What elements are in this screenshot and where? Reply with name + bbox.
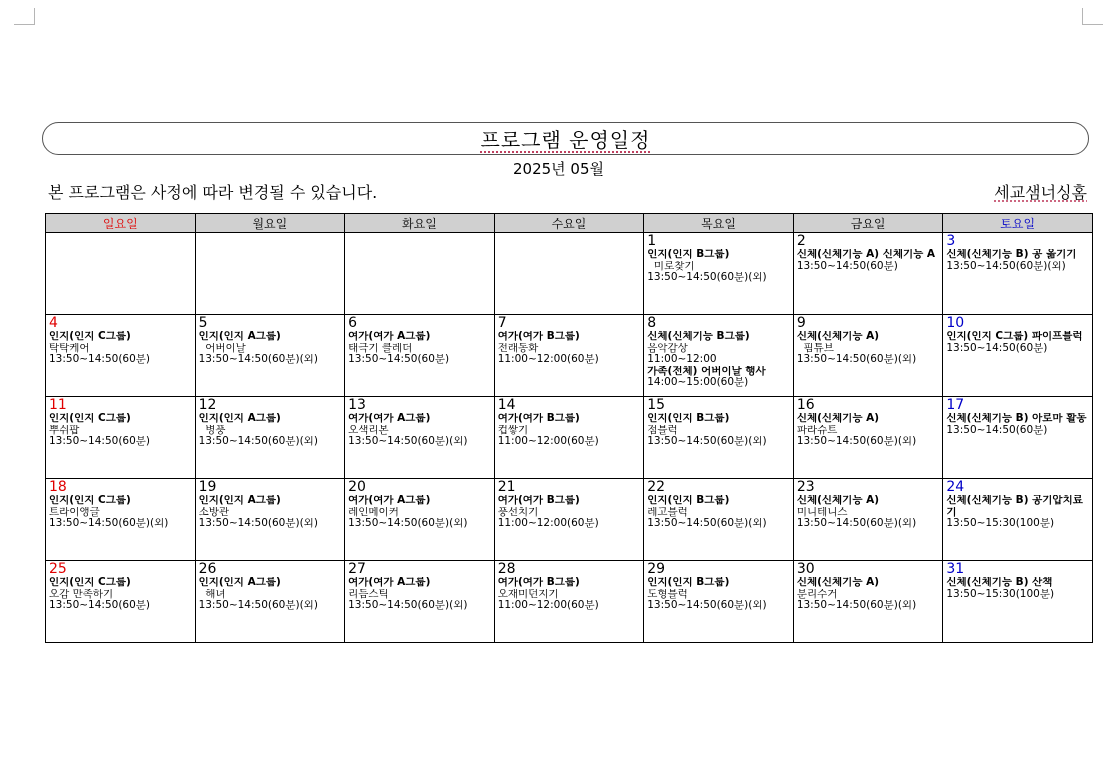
program-detail: 13:50~14:50(60분)(외) [348,436,468,447]
calendar-day-cell [793,233,943,315]
calendar-day-cell [345,479,495,561]
calendar-week-row [46,479,1093,561]
calendar-day-cell [793,479,943,561]
day-number: 9 [796,315,806,331]
program-name: 인지(인지 C그룹) [49,577,131,588]
program-detail: 13:50~14:50(60분)(외) [198,600,318,611]
calendar-day-cell [644,479,794,561]
program-detail: 병풍 [198,424,226,436]
program-detail: 풍선치기 [497,506,539,518]
program-detail: 13:50~14:50(60분)(외) [198,436,318,447]
day-number: 2 [796,233,806,249]
day-number: 19 [198,479,217,495]
program-detail: 파라슈트 [796,424,838,436]
calendar-day-cell [345,397,495,479]
calendar-day-cell [494,561,644,643]
weekday-header-row [46,214,1093,233]
program-detail: 레인메이커 [348,506,399,518]
day-number: 24 [946,479,965,495]
day-number: 18 [49,479,67,495]
crop-mark-top-left [14,8,35,25]
program-detail: 미니테니스 [796,506,848,518]
calendar-day-cell [195,397,345,479]
day-number: 20 [348,479,366,495]
program-detail: 탁탁케어 [49,342,90,354]
program-name: 신체(신체기능 B) 공 옮기기 [946,249,1077,260]
program-name: 인지(인지 B그룹) [647,249,730,260]
program-name: 인지(인지 A그룹) [198,577,281,588]
day-number: 17 [946,397,965,413]
program-detail: 미로찾기 [647,260,695,272]
calendar-day-cell [195,479,345,561]
day-number: 23 [796,479,815,495]
day-number: 11 [49,397,67,413]
day-number: 13 [348,397,366,413]
program-detail: 14:00~15:00(60분) [647,377,749,388]
program-detail: 13:50~14:50(60분) [946,424,1048,436]
program-name: 여가(여가 A그룹) [348,413,431,424]
program-detail: 음악감상 [647,342,688,354]
program-detail: 13:50~14:50(60분) [796,260,898,272]
program-detail: 컵쌓기 [497,424,529,436]
weekday-header-monday: 월요일 [195,214,345,233]
program-name: 신체(신체기능 A) [796,495,880,506]
weekday-header-sunday: 일요일 [46,214,196,233]
program-detail: 도형블럭 [647,588,688,600]
day-number: 31 [946,561,965,577]
program-name: 여가(여가 A그룹) [348,331,431,342]
calendar-body [46,233,1093,643]
program-detail: 13:50~14:50(60분)(외) [348,600,468,611]
day-number: 14 [497,397,516,413]
program-name: 신체(신체기능 B) 산책 [946,577,1053,588]
program-detail: 13:50~14:50(60분) [348,354,450,365]
program-name: 신체(신체기능 B) 아로마 활동 [946,413,1087,424]
calendar-day-cell [494,233,644,315]
program-detail: 13:50~14:50(60분)(외) [796,354,917,365]
calendar-day-cell [345,233,495,315]
program-name: 인지(인지 B그룹) [647,413,730,424]
day-number: 21 [497,479,516,495]
day-number: 16 [796,397,815,413]
program-detail: 13:50~14:50(60분)(외) [796,436,917,447]
calendar-day-cell [46,479,196,561]
program-detail: 13:50~14:50(60분) [49,600,151,611]
calendar-day-cell [195,315,345,397]
page-title: 프로그램 운영일정 [480,128,651,152]
program-detail: 레고블럭 [647,506,688,518]
weekday-header-tuesday: 화요일 [345,214,495,233]
weekday-header-wednesday: 수요일 [494,214,644,233]
day-number: 26 [198,561,217,577]
schedule-month: 2025년 05월 [512,160,604,178]
program-name: 기 [946,506,957,518]
program-detail: 13:50~14:50(60분)(외) [796,600,917,611]
program-detail: 13:50~14:50(60분)(외) [49,518,169,529]
crop-mark-top-right [1082,8,1103,25]
program-detail: 13:50~14:50(60분) [49,354,151,365]
program-detail: 리듬스틱 [348,588,389,600]
program-detail: 어버이날 [198,342,246,354]
program-name: 여가(여가 B그룹) [497,331,580,342]
day-number: 29 [647,561,666,577]
calendar-day-cell [46,397,196,479]
program-detail: 트라이앵글 [49,506,100,518]
calendar-day-cell [494,479,644,561]
calendar-day-cell [195,561,345,643]
calendar-day-cell [644,233,794,315]
program-name: 여가(여가 A그룹) [348,495,431,506]
program-name: 가족(전체) 어버이날 행사 [647,365,766,377]
program-name: 신체(신체기능 B) 공기압치료 [946,495,1083,506]
day-number: 15 [647,397,666,413]
day-number: 30 [796,561,815,577]
calendar-day-cell [494,397,644,479]
calendar-day-cell [943,397,1093,479]
program-detail: 13:50~14:50(60분)(외) [348,518,468,529]
calendar-day-cell [345,561,495,643]
program-detail: 뿌쉬팝 [49,424,80,436]
calendar-day-cell [943,479,1093,561]
day-number: 7 [497,315,507,331]
program-name: 인지(인지 C그룹) 파이프블럭 [946,331,1083,342]
calendar-day-cell [943,315,1093,397]
program-detail: 13:50~14:50(60분)(외) [198,354,318,365]
program-detail: 13:50~15:30(100분) [946,518,1055,529]
calendar-day-cell [644,397,794,479]
program-name: 인지(인지 A그룹) [198,413,281,424]
calendar-week-row [46,233,1093,315]
program-name: 여가(여가 A그룹) [348,577,431,588]
day-number: 5 [198,315,208,331]
program-detail: 13:50~15:30(100분) [946,588,1055,600]
calendar-week-row [46,561,1093,643]
program-name: 여가(여가 B그룹) [497,495,580,506]
program-detail: 11:00~12:00 [647,354,717,365]
program-detail: 해녀 [198,588,226,600]
calendar-day-cell [793,397,943,479]
calendar-day-cell [943,233,1093,315]
program-name: 인지(인지 C그룹) [49,413,131,424]
day-number: 12 [198,397,217,413]
program-detail: 13:50~14:50(60분)(외) [647,600,767,611]
program-name: 인지(인지 C그룹) [49,495,131,506]
organization-name: 세교샘너싱홈 [994,183,1087,202]
program-detail: 전래동화 [497,342,539,354]
calendar-week-row [46,397,1093,479]
day-number: 3 [946,233,956,249]
day-number: 28 [497,561,516,577]
calendar-day-cell [793,561,943,643]
calendar-day-cell [644,315,794,397]
program-name: 인지(인지 A그룹) [198,495,281,506]
calendar-table [45,213,1093,643]
program-detail: 태극기 클레더 [348,342,413,354]
program-name: 여가(여가 B그룹) [497,577,580,588]
program-name: 인지(인지 A그룹) [198,331,281,342]
program-name: 신체(신체기능 B그룹) [647,331,750,342]
calendar-day-cell [494,315,644,397]
program-detail: 13:50~14:50(60분)(외) [796,518,917,529]
program-detail: 핌튜브 [796,342,834,354]
calendar-day-cell [345,315,495,397]
title-box [42,122,1089,155]
calendar-day-cell [195,233,345,315]
day-number: 27 [348,561,366,577]
calendar-day-cell [644,561,794,643]
program-detail: 소방관 [198,506,229,518]
program-detail: 13:50~14:50(60분)(외) [647,436,767,447]
program-name: 인지(인지 B그룹) [647,495,730,506]
weekday-header-friday: 금요일 [793,214,943,233]
day-number: 25 [49,561,67,577]
program-detail: 13:50~14:50(60분) [49,436,151,447]
day-number: 6 [348,315,358,331]
calendar-day-cell [46,233,196,315]
program-detail: 13:50~14:50(60분)(외) [647,272,767,283]
day-number: 22 [647,479,666,495]
program-name: 신체(신체기능 A) [796,577,880,588]
program-detail: 13:50~14:50(60분)(외) [946,260,1066,272]
calendar-week-row [46,315,1093,397]
program-detail: 13:50~14:50(60분) [946,342,1048,354]
program-detail: 오재미던지기 [497,588,559,600]
day-number: 8 [647,315,657,331]
change-notice: 본 프로그램은 사정에 따라 변경될 수 있습니다. [48,183,378,202]
program-name: 신체(신체기능 A) [796,331,880,342]
calendar-day-cell [46,561,196,643]
program-detail: 13:50~14:50(60분)(외) [647,518,767,529]
day-number: 10 [946,315,965,331]
program-detail: 13:50~14:50(60분)(외) [198,518,318,529]
day-number: 4 [49,315,58,331]
calendar-day-cell [793,315,943,397]
program-detail: 점블럭 [647,424,678,436]
program-name: 인지(인지 C그룹) [49,331,131,342]
program-detail: 오색리본 [348,424,389,436]
program-name: 신체(신체기능 A) [796,413,880,424]
program-detail: 11:00~12:00(60분) [497,436,599,447]
program-name: 여가(여가 B그룹) [497,413,580,424]
day-number: 1 [647,233,657,249]
program-detail: 11:00~12:00(60분) [497,354,599,365]
program-detail: 11:00~12:00(60분) [497,600,599,611]
calendar-day-cell [46,315,196,397]
calendar-day-cell [943,561,1093,643]
program-name: 신체(신체기능 A) 신체기능 A [796,249,936,260]
weekday-header-saturday: 토요일 [943,214,1093,233]
program-detail: 오감 만족하기 [49,588,114,600]
program-detail: 11:00~12:00(60분) [497,518,599,529]
program-name: 인지(인지 B그룹) [647,577,730,588]
program-detail: 분리수거 [796,588,838,600]
weekday-header-thursday: 목요일 [644,214,794,233]
